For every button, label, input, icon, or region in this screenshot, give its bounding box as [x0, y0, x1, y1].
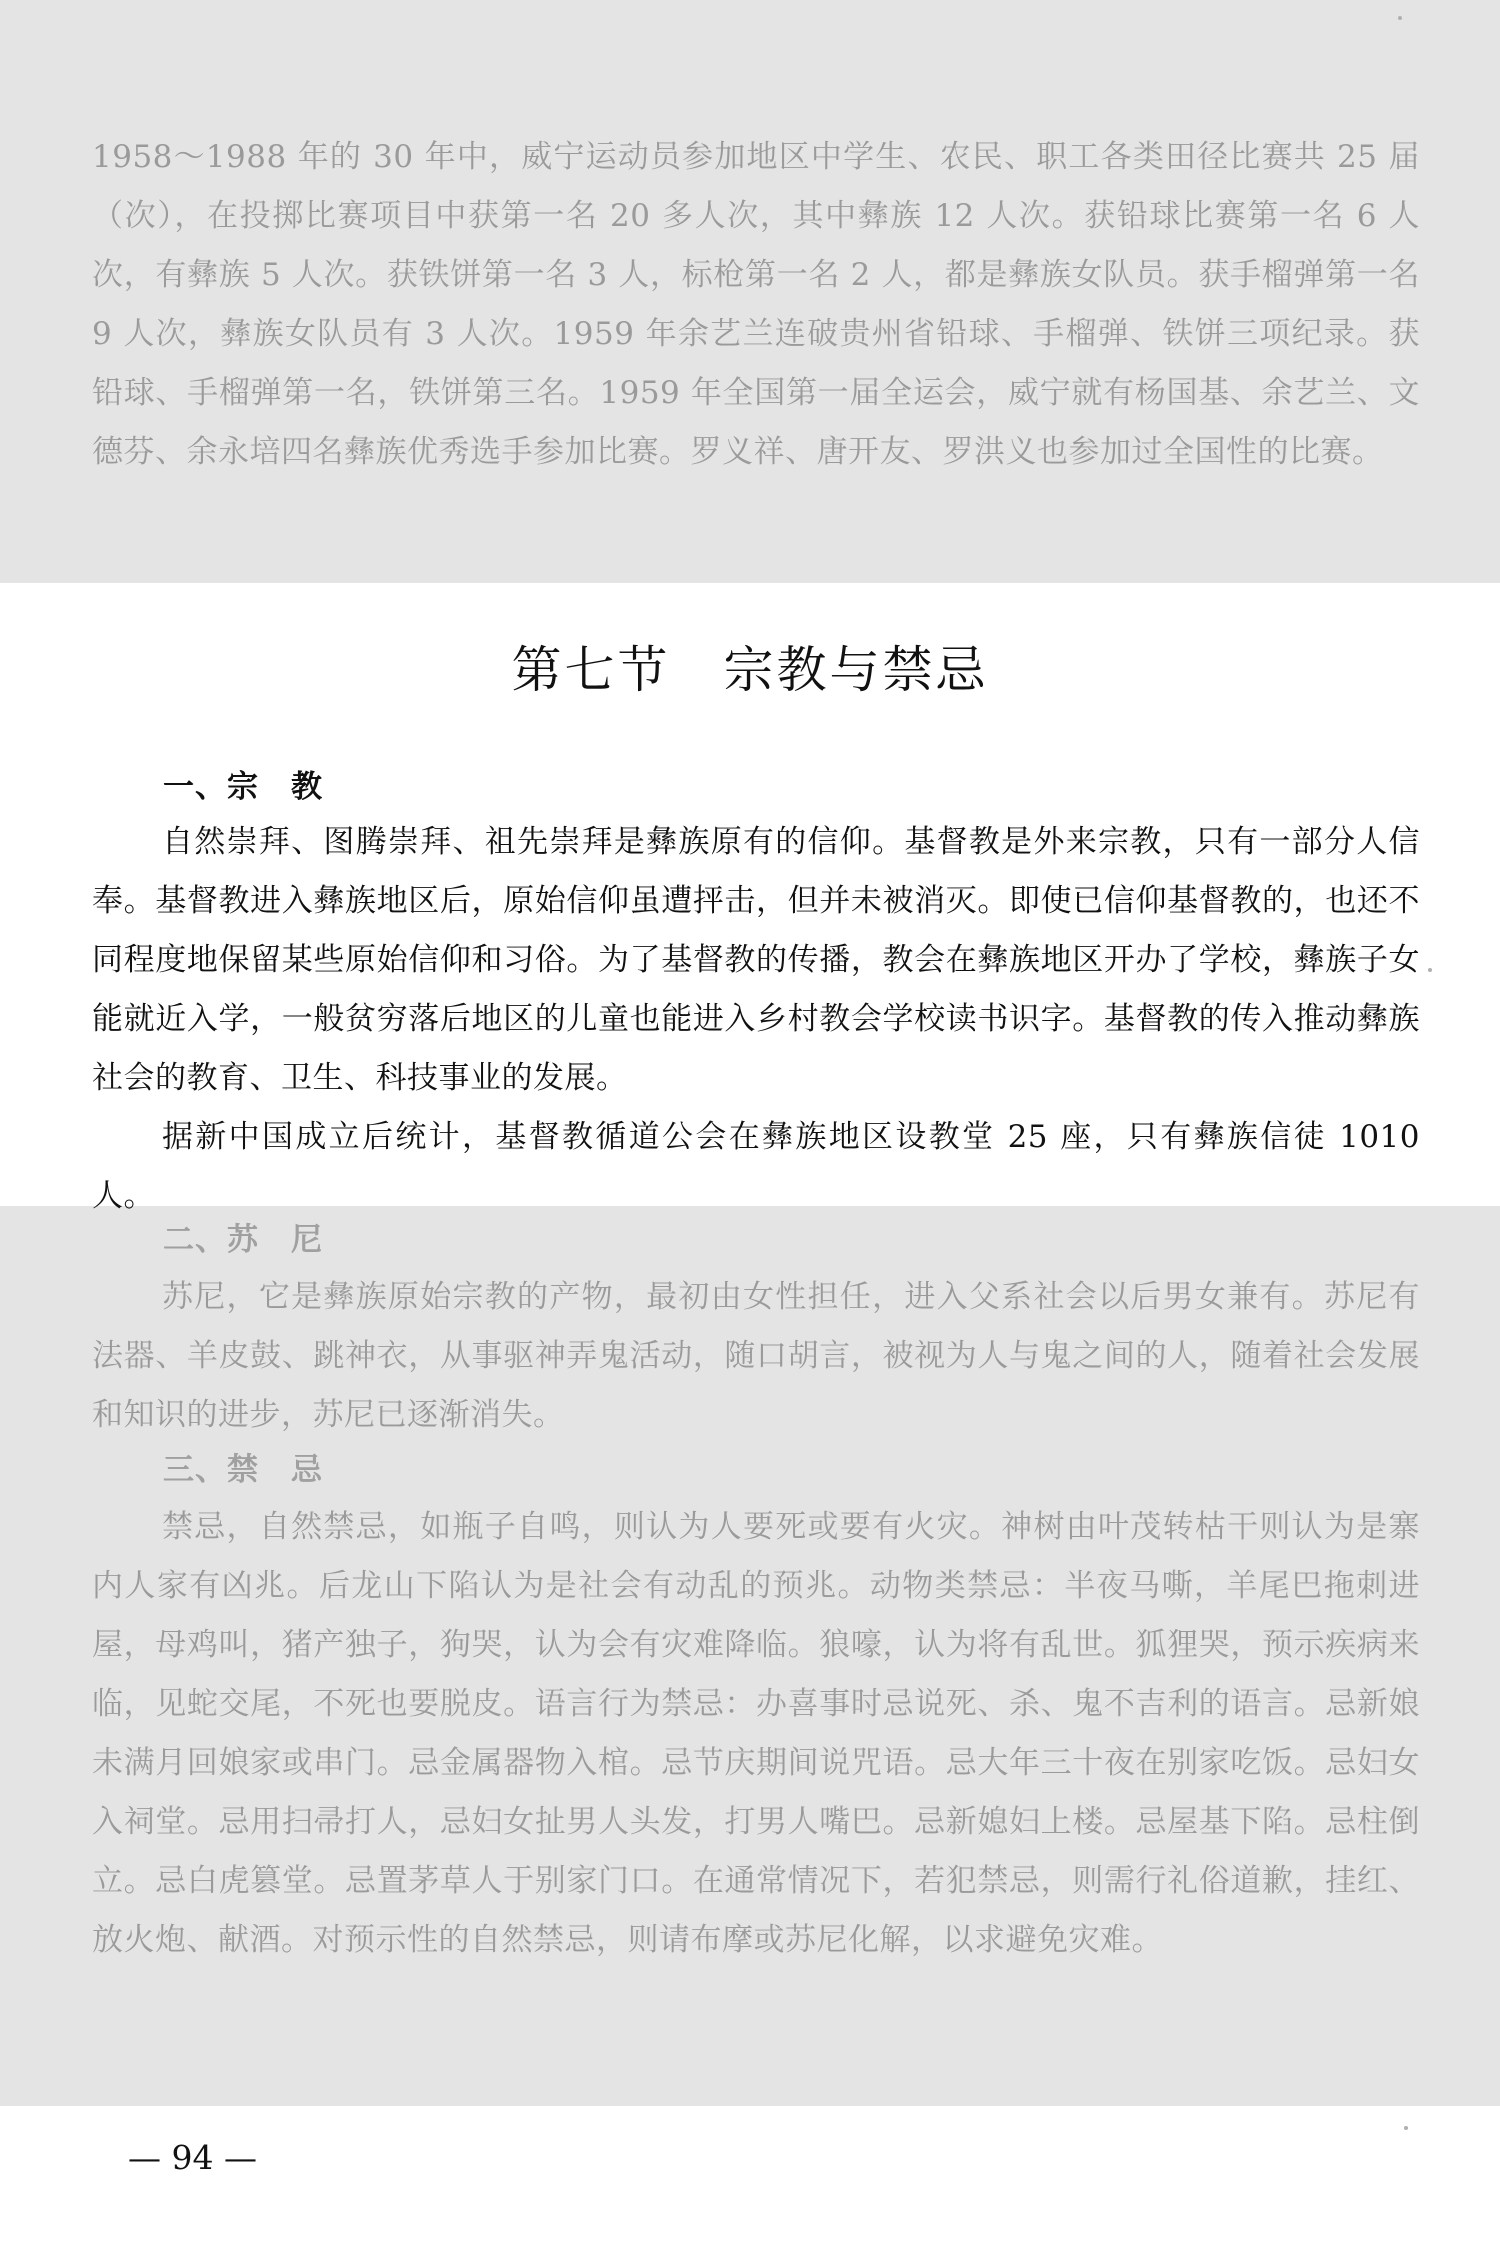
religion-heading: 一、宗 教 [163, 769, 323, 805]
section-title: 第七节 宗教与禁忌 [511, 641, 989, 699]
suni-heading: 二、苏 尼 [163, 1222, 323, 1258]
religion-paragraph-1: 自然崇拜、图腾崇拜、祖先崇拜是彝族原有的信仰。基督教是外来宗教，只有一部分人信奉。基督教进入彝族地区后，原始信仰虽遭抨击，但并未被消灭。即使已信仰基督教的，也还不同程度地保留某些原始信仰和习俗。为了基督教的传播，教会在彝族地区开办了学校，彝族子女能就近入学，一般贫穷落后地区的儿童也能进入乡村教会学校读书识字。基督教的传入推动彝族社会的教育、卫生、科技事业的发展。 [92, 824, 1420, 1096]
religion-paragraph-2: 据新中国成立后统计，基督教循道公会在彝族地区设教堂 25 座，只有彝族信徒 1010 人。 [92, 1119, 1420, 1214]
scan-speck [1404, 2126, 1408, 2130]
scan-speck [1398, 16, 1402, 20]
taboo-heading: 三、禁 忌 [163, 1452, 323, 1488]
scan-speck [1428, 968, 1432, 972]
taboo-paragraph: 禁忌，自然禁忌，如瓶子自鸣，则认为人要死或要有火灾。神树由叶茂转枯干则认为是寨内人家有凶兆。后龙山下陷认为是社会有动乱的预兆。动物类禁忌：半夜马嘶，羊尾巴拖刺进屋，母鸡叫，猪产独子，狗哭，认为会有灾难降临。狼嚎，认为将有乱世。狐狸哭，预示疾病来临，见蛇交尾，不死也要脱皮。语言行为禁忌：办喜事时忌说死、杀、鬼不吉利的语言。忌新娘未满月回娘家或串门。忌金属器物入棺。忌节庆期间说咒语。忌大年三十夜在别家吃饭。忌妇女入祠堂。忌用扫帚打人，忌妇女扯男人头发，打男人嘴巴。忌新媳妇上楼。忌屋基下陷。忌柱倒立。忌白虎篡堂。忌置茅草人于别家门口。在通常情况下，若犯禁忌，则需行礼俗道歉，挂红、放火炮、献酒。对预示性的自然禁忌，则请布摩或苏尼化解，以求避免灾难。 [92, 1509, 1420, 1958]
page-number: — 94 — [128, 2138, 257, 2177]
suni-paragraph: 苏尼，它是彝族原始宗教的产物，最初由女性担任，进入父系社会以后男女兼有。苏尼有法器、羊皮鼓、跳神衣，从事驱神弄鬼活动，随口胡言，被视为人与鬼之间的人，随着社会发展和知识的进步，苏尼已逐渐消失。 [92, 1279, 1420, 1433]
sports-paragraph: 1958～1988 年的 30 年中，威宁运动员参加地区中学生、农民、职工各类田径比赛共 25 届（次），在投掷比赛项目中获第一名 20 多人次，其中彝族 12 人次。获铅球比赛第一名 6 人次，有彝族 5 人次。获铁饼第一名 3 人，标枪第一名 2 人，都是彝族女队员。获手榴弹第一名 9 人次，彝族女队员有 3 人次。1959 年余艺兰连破贵州省铅球、手榴弹、铁饼三项纪录。获铅球、手榴弹第一名，铁饼第三名。1959 年全国第一届全运会，威宁就有杨国基、余艺兰、文德芬、余永培四名彝族优秀选手参加比赛。罗义祥、唐开友、罗洪义也参加过全国性的比赛。 [92, 139, 1420, 470]
